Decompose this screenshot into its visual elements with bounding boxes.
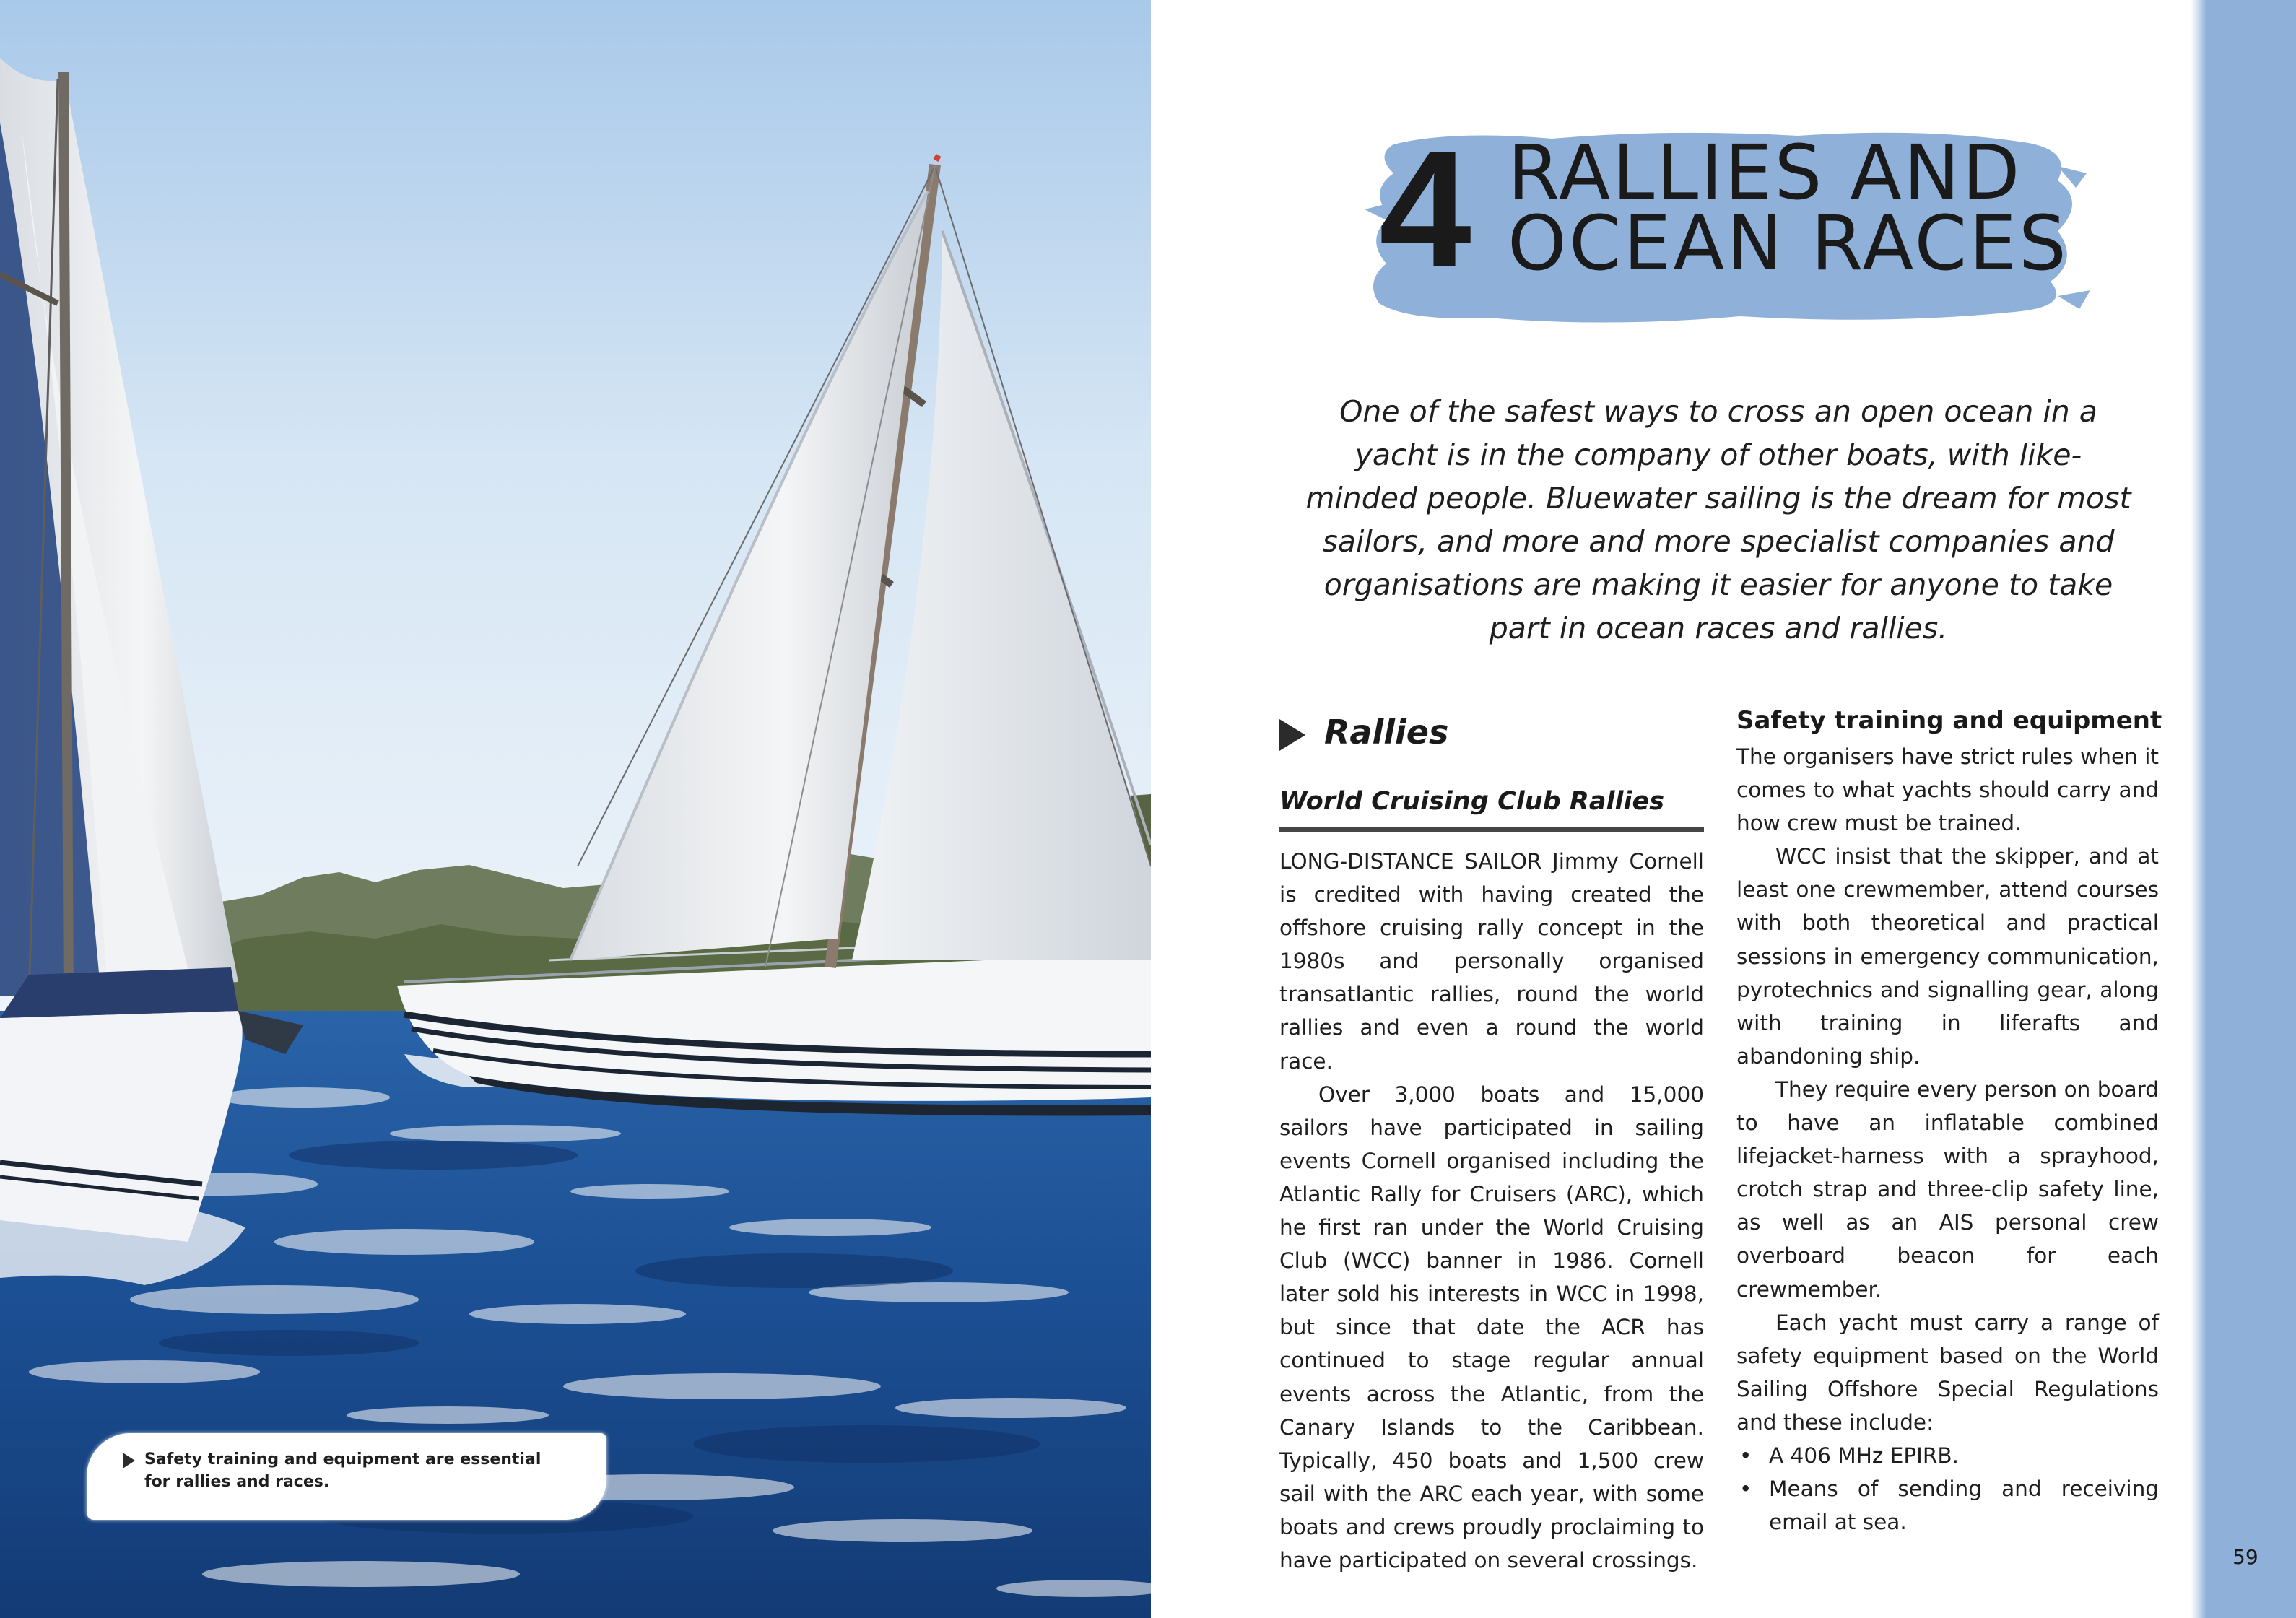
left-column (1279, 845, 1704, 1577)
sub-heading: World Cruising Club Rallies (1279, 783, 1704, 832)
left-paragraph-2: Over 3,000 boats and 15,000 sailors have participated in sailing events Cornell organised including the Atlantic Rally for Cruisers (ARC), which he first ran under the World Cruising Club (WCC) banner in 1986. Cornell later sold his interests in WCC in 1998, but since that date the ACR has continued to stage regular annual events across the Atlantic, from the Canary Islands to the Caribbean. Typically, 450 boats and 1,500 crew sail with the ARC each year, with some boats and crews proudly proclaiming to have participated on several crossings. (1279, 1082, 1704, 1573)
right-paragraph-1: The organisers have strict rules when it comes to what yachts should carry and how crew must be trained. (1736, 744, 2159, 836)
right-column-heading: Safety training and equipment (1736, 706, 2162, 735)
page-edge-band (2204, 0, 2296, 1618)
section-arrow-icon (1279, 719, 1305, 751)
right-column (1736, 740, 2159, 1539)
bullet-icon: • (1739, 1443, 1752, 1468)
chapter-title (1508, 129, 2069, 287)
equipment-list (1736, 1439, 2159, 1539)
section-heading: Rallies (1324, 713, 1449, 752)
right-paragraph-3: They require every person on board to have an inflatable combined lifejacket-harness with a sprayhood, crotch strap and three-clip safety line, as well as an AIS personal crew overboard beacon for each crewmember. (1736, 1077, 2159, 1302)
photo-caption: Safety training and equipment are essential for rallies and races. (144, 1450, 542, 1491)
chapter-number: 4 (1379, 116, 1467, 302)
list-item-text: Means of sending and receiving email at sea. (1769, 1476, 2159, 1535)
chapter-title-line-1: RALLIES AND (1508, 129, 2022, 217)
intro-paragraph: One of the safest ways to cross an open ocean in a yacht is in the company of other boats, with like-minded people. Bluewater sailing is the dream for most sailors, and more and more specialist companies and organisations are making it easier for anyone to take part in ocean races and rallies. (1305, 394, 2131, 645)
chapter-title-line-2: OCEAN RACES (1508, 199, 2069, 287)
list-item (1736, 1439, 2159, 1472)
caption-arrow-icon (123, 1453, 135, 1469)
bullet-icon: • (1739, 1476, 1752, 1502)
list-item-text: A 406 MHz EPIRB. (1769, 1443, 1959, 1468)
right-paragraph-2: WCC insist that the skipper, and at least one crewmember, attend courses with both theoretical and practical sessions in emergency communication, pyrotechnics and signalling gear, along with training in liferafts and abandoning ship. (1736, 844, 2159, 1069)
list-item (1736, 1472, 2159, 1539)
page-number: 59 (2232, 1545, 2258, 1569)
left-paragraph-1: LONG-DISTANCE SAILOR Jimmy Cornell is credited with having created the offshore cruising rally concept in the 1980s and personally organised transatlantic rallies, round the world rallies and even a round the world race. (1279, 849, 1704, 1074)
right-paragraph-4: Each yacht must carry a range of safety equipment based on the World Sailing Offshore Special Regulations and these include: (1736, 1310, 2159, 1435)
